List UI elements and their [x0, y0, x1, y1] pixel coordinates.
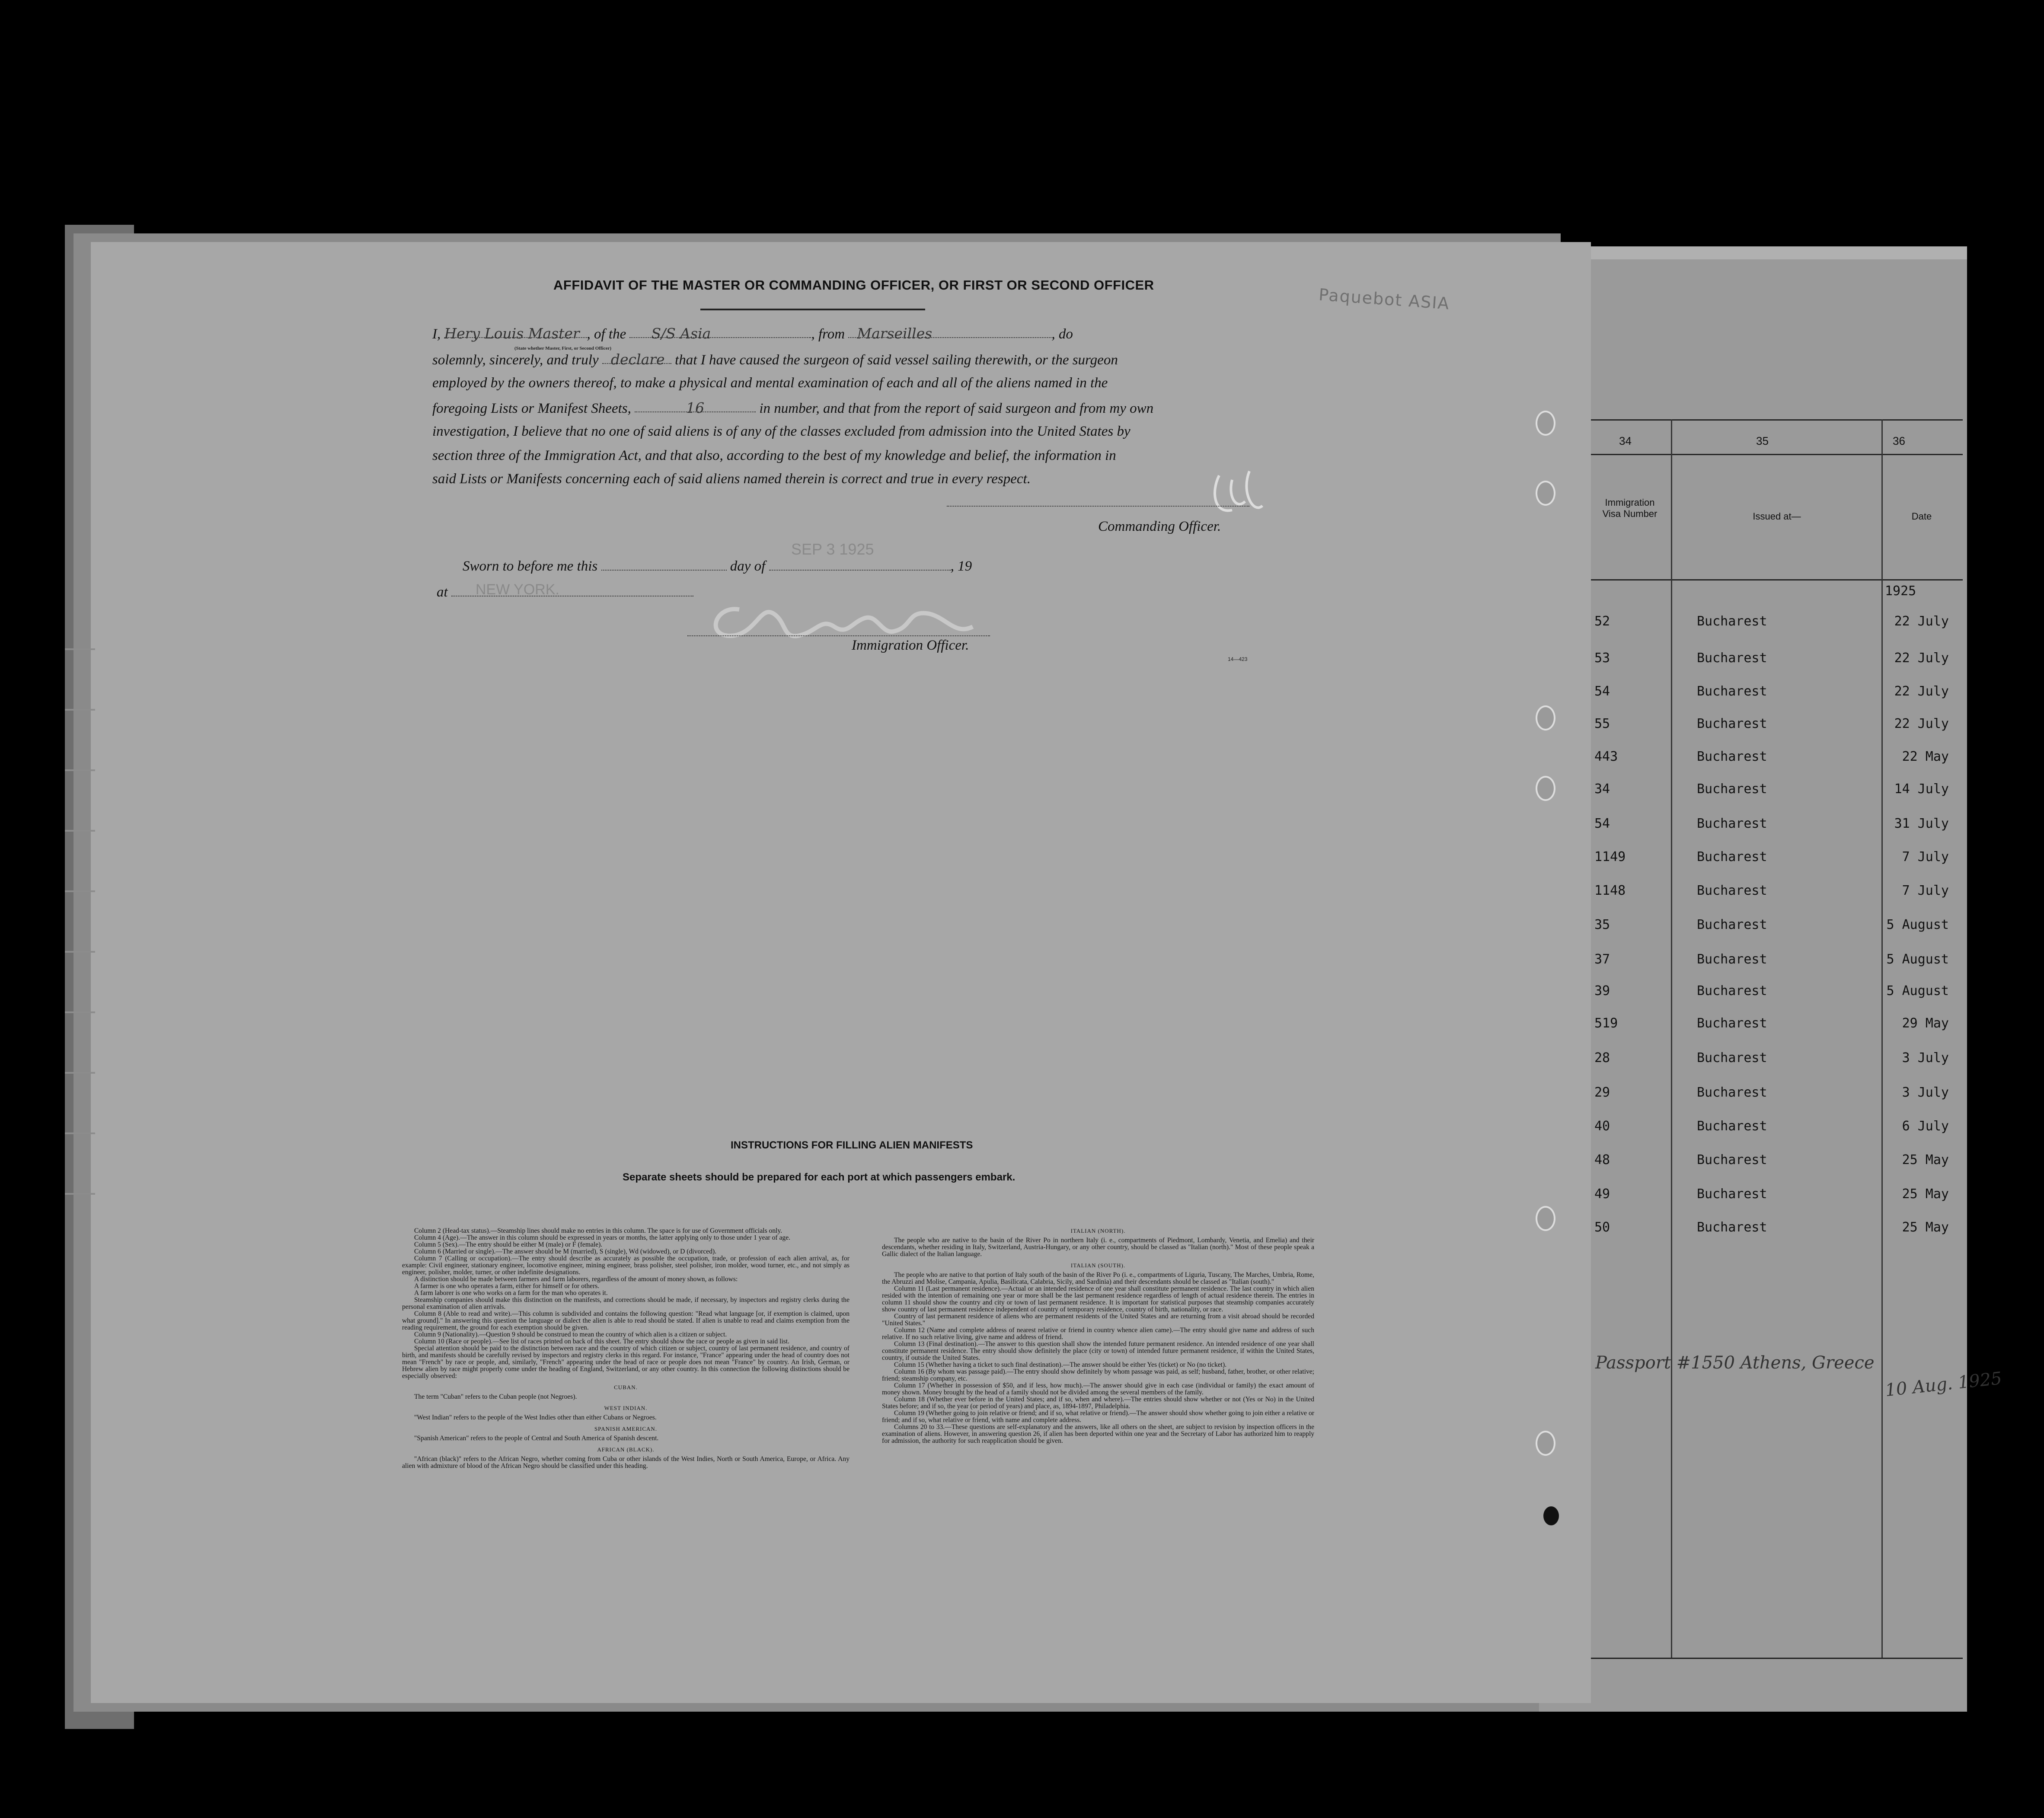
issued-at-cell: Bucharest [1697, 1152, 1767, 1167]
binder-hole [1536, 776, 1555, 801]
date-cell: 25 May [1902, 1186, 1949, 1202]
visa-number-cell: 28 [1594, 1050, 1610, 1065]
issued-at-cell: Bucharest [1697, 983, 1767, 998]
date-cell: 6 July [1902, 1119, 1949, 1134]
year-label: 1925 [1885, 584, 1916, 599]
table-column-divider [1881, 419, 1883, 1658]
instruction-paragraph: Special attention should be paid to the distinction between race and the country of which citizen or subject, country of last permanent residence, and country of birth, and manifests should be carefully revised by inspectors and registry clerks in this regard. For instance, "France" appearing under the head of country does not mean "French" by race or people, and, similarly, "French" appearing under the head of race or people does not mean "France" by country. An Irish, German, or Hebrew alien by race might properly come under the heading of England, Switzerland, or any other country. In this connection the following distinctions should be especially observed: [402, 1345, 850, 1380]
affidavit-line-2 [432, 351, 1118, 368]
form-code: 14—423 [1228, 656, 1248, 662]
instruction-paragraph: Columns 20 to 33.—These questions are self-explanatory and the answers, like all others on the sheet, are subject to revision by inspection officers in the examination of aliens. However, in answering question 26, if alien has been deported within one year and the Secretary of Labor has authorized him to reapply for admission, the authority for such reapplication should be given. [882, 1423, 1314, 1445]
visa-number-cell: 50 [1594, 1220, 1610, 1235]
handwritten-passport-entry: Passport #1550 Athens, Greece [1595, 1353, 1875, 1373]
date-cell: 31 July [1894, 816, 1949, 831]
declare-handwritten: declare [610, 351, 665, 368]
visa-number-cell: 52 [1594, 614, 1610, 629]
title-rule [700, 309, 925, 310]
instructions-left-column [402, 1228, 850, 1474]
port-handwritten: Marseilles [857, 325, 933, 342]
cuban-text: The term "Cuban" refers to the Cuban people (not Negroes). [414, 1393, 577, 1400]
italian-south-heading: ITALIAN (SOUTH). [1070, 1262, 1126, 1269]
issued-at-cell: Bucharest [1697, 1050, 1767, 1065]
issued-at-cell: Bucharest [1697, 1119, 1767, 1134]
ruled-line [65, 890, 95, 892]
instruction-paragraph: Column 2 (Head-tax status).—Steamship lines should make no entries in this column. The space is for use of Government officials only. [414, 1227, 782, 1234]
visa-number-cell: 37 [1594, 952, 1610, 967]
date-cell: 3 July [1902, 1050, 1949, 1065]
african-text: "African (black)" refers to the African Negro, whether coming from Cuba or other islands of the West Indies, North or South America, Europe, or Africa. Any alien with admixture of blood of the African Negro should be classified under this heading. [402, 1455, 850, 1470]
affidavit-line-1 [432, 325, 1073, 342]
date-cell: 5 August [1886, 917, 1949, 932]
binder-hole [1536, 1431, 1555, 1456]
date-cell: 22 July [1894, 684, 1949, 699]
visa-number-cell: 54 [1594, 684, 1610, 699]
text-solemnly: solemnly, sincerely, and truly [432, 352, 599, 368]
immigration-officer-line [687, 635, 990, 636]
date-cell: 5 August [1886, 983, 1949, 998]
ruled-line [65, 830, 95, 832]
instruction-paragraph: Column 13 (Final destination).—The answer to this question shall show the intended future permanent residence. An intended residence of one year shall constitute permanent residence. The entry should show definitely the place (city or town) of intended future permanent residence, if within the United States, country, if outside the United States. [882, 1340, 1314, 1362]
text-i: I, [432, 326, 441, 342]
issued-at-cell: Bucharest [1697, 614, 1767, 629]
cuban-heading: CUBAN. [614, 1384, 638, 1391]
table-column-divider [1671, 419, 1672, 1658]
master-signature [1202, 467, 1271, 527]
affidavit-line-7: said Lists or Manifests concerning each of said aliens named therein is correct and true in every respect. [432, 471, 1031, 487]
instruction-paragraph: Column 12 (Name and complete address of nearest relative or friend in country whence alien came).—The entry should give name and address of such relative. If no such relative living, give name and address of friend. [882, 1327, 1314, 1341]
instructions-title: INSTRUCTIONS FOR FILLING ALIEN MANIFESTS [731, 1139, 973, 1151]
ruled-line [65, 1011, 95, 1013]
issued-at-cell: Bucharest [1697, 651, 1767, 666]
date-cell: 22 July [1894, 614, 1949, 629]
italian-north-text: The people who are native to the basin of the River Po in northern Italy (i. e., compartments of Piedmont, Lombardy, Venetia, and Emelia) and their descendants, whether residing in Italy, Switzerland, Austria-Hungary, or any other country, should be classed as "Italian (north)." Most of these people speak a Gallic dialect of the Italian language. [882, 1237, 1314, 1258]
sheet-count-field [635, 399, 756, 416]
visa-number-cell: 29 [1594, 1085, 1610, 1100]
vessel-field [629, 325, 811, 342]
ruled-line [65, 951, 95, 953]
instruction-paragraph: Column 5 (Sex).—The entry should be either M (male) or F (female). [414, 1241, 603, 1248]
date-cell: 7 July [1902, 849, 1949, 864]
date-stamp: SEP 3 1925 [791, 540, 874, 558]
table-header-rule [1591, 454, 1963, 455]
issued-at-cell: Bucharest [1697, 684, 1767, 699]
paquebot-stamp: Paquebot ASIA [1318, 285, 1450, 313]
affidavit-line-3: employed by the owners thereof, to make a physical and mental examination of each and all of the aliens named in the [432, 375, 1108, 391]
visa-number-cell: 35 [1594, 917, 1610, 932]
binder-hole [1536, 481, 1555, 506]
visa-number-cell: 40 [1594, 1119, 1610, 1134]
officer-label: Commanding Officer. [1098, 519, 1221, 534]
text-day-of: day of [730, 558, 766, 574]
text-sworn: Sworn to before me this [463, 558, 598, 574]
ruled-line [65, 769, 95, 771]
west-indian-heading: WEST INDIAN. [604, 1405, 648, 1411]
date-cell: 29 May [1902, 1016, 1949, 1031]
column-number: 35 [1756, 434, 1769, 447]
italian-south-text: The people who are native to that portion of Italy south of the basin of the River Po (i. e., compartments of Liguria, Tuscany, The Marches, Umbria, Rome, the Abruzzi and Molise, Campania, Apulia, Basilicata, Calabria, Sicily, and Sardinia) and their descendants should be classed as "Italian (south)." [882, 1271, 1314, 1285]
table-bottom-rule [1591, 1658, 1963, 1659]
instruction-paragraph: A distinction should be made between farmers and farm laborers, regardless of the amount of money shown, as follows: [414, 1276, 738, 1283]
sheet-count-handwritten: 16 [686, 399, 705, 416]
sworn-line [463, 558, 972, 574]
port-field [848, 325, 1051, 342]
sworn-month-field [769, 558, 951, 571]
column-header-visa: Immigration Visa Number [1602, 497, 1658, 519]
date-cell: 22 July [1894, 651, 1949, 666]
instruction-paragraph: Column 7 (Calling or occupation).—The entry should describe as accurately as possible the occupation, trade, or profession of each alien arrival, as, for example: Civil engineer, stationary engineer, locomotive engineer, mining engineer, brass polisher, steel polisher, iron molder, wood turner, etc., and not simply as engineer, polisher, molder, turner, or other indefinite designations. [402, 1255, 850, 1276]
instruction-paragraph: Column 6 (Married or single).—The answer should be M (married), S (single), Wd (widowed), or D (divorced). [414, 1248, 717, 1255]
spanish-american-heading: SPANISH AMERICAN. [594, 1426, 658, 1432]
instruction-paragraph: Column 4 (Age).—The answer in this column should be expressed in years or months, the latter applying only to those under 1 year of age. [414, 1234, 791, 1241]
instruction-paragraph: Column 9 (Nationality).—Question 9 should be construed to mean the country of which alien is a citizen or subject. [414, 1331, 727, 1338]
text-do: , do [1051, 326, 1073, 342]
visa-number-cell: 49 [1594, 1186, 1610, 1202]
table-top-rule [1591, 419, 1963, 421]
declare-field [602, 351, 671, 368]
instruction-paragraph: Column 19 (Whether going to join relative or friend; and if so, what relative or friend).—The answer should show whether going to join either a relative or friend; and if so, what relative or friend, with name and complete address. [882, 1410, 1314, 1424]
date-cell: 22 July [1894, 716, 1949, 731]
instruction-paragraph: Country of last permanent residence of aliens who are permanent residents of the United States and are returning from a visit abroad should be recorded "United States." [882, 1313, 1314, 1327]
visa-number-cell: 48 [1594, 1152, 1610, 1167]
date-cell: 25 May [1902, 1220, 1949, 1235]
text-surgeon: that I have caused the surgeon of said vessel sailing therewith, or the surgeon [675, 352, 1118, 368]
handwritten-date-entry: 10 Aug. 1925 [1884, 1368, 2003, 1401]
instruction-paragraph: Column 18 (Whether ever before in the United States; and if so, when and where).—The entries should show whether or not (Yes or No) in the United States before; and if so, the year (or period of years) and place, as, 1894-1897, Philadelphia. [882, 1396, 1314, 1410]
african-heading: AFRICAN (BLACK). [597, 1446, 655, 1453]
issued-at-cell: Bucharest [1697, 1016, 1767, 1031]
issued-at-cell: Bucharest [1697, 749, 1767, 764]
date-cell: 22 May [1902, 749, 1949, 764]
date-cell: 25 May [1902, 1152, 1949, 1167]
issued-at-cell: Bucharest [1697, 816, 1767, 831]
visa-number-cell: 34 [1594, 781, 1610, 797]
issued-at-cell: Bucharest [1697, 1186, 1767, 1202]
instructions-right-column [882, 1228, 1314, 1445]
master-name-field [444, 325, 587, 342]
issued-at-cell: Bucharest [1697, 917, 1767, 932]
instruction-paragraph: Column 10 (Race or people).—See list of races printed on back of this sheet. The entry should show the race or people as given in said list. [414, 1338, 789, 1345]
text-in-number: in number, and that from the report of said surgeon and from my own [759, 401, 1154, 416]
text-of-the: , of the [587, 326, 626, 342]
column-header-issued: Issued at— [1753, 511, 1801, 522]
affidavit-line-4 [432, 399, 1153, 417]
italian-north-heading: ITALIAN (NORTH). [1070, 1228, 1126, 1234]
instruction-paragraph: Steamship companies should make this distinction on the manifests, and corrections should be made, if necessary, by inspectors and registry clerks during the personal examination of alien arrivals. [402, 1296, 850, 1311]
ruled-line [65, 1072, 95, 1074]
date-cell: 14 July [1894, 781, 1949, 797]
sworn-day-field [601, 558, 727, 571]
spanish-american-text: "Spanish American" refers to the people of Central and South America of Spanish descent. [414, 1435, 659, 1442]
text-at: at [437, 584, 448, 600]
issued-at-cell: Bucharest [1697, 952, 1767, 967]
affidavit-title: AFFIDAVIT OF THE MASTER OR COMMANDING OFFICER, OR FIRST OR SECOND OFFICER [553, 277, 1154, 293]
officer-rank-note: (State whether Master, First, or Second Officer) [514, 346, 612, 351]
visa-number-cell: 519 [1594, 1016, 1618, 1031]
text-nineteen: , 19 [950, 558, 972, 574]
issued-at-cell: Bucharest [1697, 1085, 1767, 1100]
issued-at-cell: Bucharest [1697, 716, 1767, 731]
date-cell: 7 July [1902, 883, 1949, 898]
issued-at-cell: Bucharest [1697, 1220, 1767, 1235]
text-foregoing: foregoing Lists or Manifest Sheets, [432, 401, 631, 416]
affidavit-line-6: section three of the Immigration Act, and that also, according to the best of my knowledge and belief, the information in [432, 448, 1116, 463]
column-number: 34 [1619, 434, 1632, 447]
date-cell: 3 July [1902, 1085, 1949, 1100]
binder-hole [1536, 705, 1555, 730]
issued-at-cell: Bucharest [1697, 883, 1767, 898]
visa-number-cell: 1148 [1594, 883, 1626, 898]
officer-signature-line [947, 506, 1249, 507]
manifest-sheet-edge [1539, 246, 1967, 259]
issued-at-cell: Bucharest [1697, 781, 1767, 797]
ruled-line [65, 1193, 95, 1195]
column-header-date: Date [1911, 511, 1932, 522]
instruction-paragraph: Column 8 (Able to read and write).—This column is subdivided and contains the following question: "Read what language [or, if exemption is claimed, upon what ground]." In answering this question the language or dialect the alien is able to read should be stated. If alien is unable to read and claims exemption from the reading requirement, the ground for each exemption should be given. [402, 1310, 850, 1331]
instruction-paragraph: Column 15 (Whether having a ticket to such final destination).—The answer should be either Yes (ticket) or No (no ticket). [894, 1361, 1227, 1368]
instruction-paragraph: A farmer is one who operates a farm, either for himself or for others. [414, 1282, 600, 1290]
instruction-paragraph: Column 11 (Last permanent residence).—Actual or an intended residence of one year shall constitute permanent residence. The last country in which alien resided with the intention of remaining one year or more shall be the last permanent residence regardless of length of actual residence therein. The entries in column 11 should show the country and city or town of last permanent residence. It is important for statistical purposes that steamship companies accurately show country of last permanent residence independent of country of temporary residence, country of birth, nationality, or race. [882, 1285, 1314, 1313]
instruction-paragraph: A farm laborer is one who works on a farm for the man who operates it. [414, 1289, 608, 1297]
date-cell: 5 August [1886, 952, 1949, 967]
visa-number-cell: 55 [1594, 716, 1610, 731]
vessel-handwritten: S/S Asia [651, 325, 711, 342]
visa-number-cell: 39 [1594, 983, 1610, 998]
text-from: , from [811, 326, 845, 342]
affidavit-line-5: investigation, I believe that no one of said aliens is of any of the classes excluded from admission into the United States by [432, 424, 1131, 439]
manifest-sheet [1539, 246, 1967, 1712]
visa-number-cell: 53 [1594, 651, 1610, 666]
visa-number-cell: 443 [1594, 749, 1618, 764]
visa-number-cell: 54 [1594, 816, 1610, 831]
master-name-handwritten: Hery Louis Master [444, 325, 580, 342]
binder-hole [1536, 1206, 1555, 1231]
place-stamp: NEW YORK. [476, 581, 559, 598]
instructions-subtitle: Separate sheets should be prepared for each port at which passengers embark. [623, 1171, 1016, 1183]
visa-number-cell: 1149 [1594, 849, 1626, 864]
instruction-paragraph: Column 17 (Whether in possession of $50, and if less, how much).—The answer should give in each case (individual or family) the exact amount of money shown. Money brought by the head of a family should not be divided among the several members of the family. [882, 1382, 1314, 1396]
binder-hole-punched [1543, 1506, 1559, 1525]
ruled-line [65, 648, 95, 650]
instruction-paragraph: Column 16 (By whom was passage paid).—The entry should show definitely by whom passage was paid, as self; husband, father, brother, or other relative; friend; steamship company, etc. [882, 1368, 1314, 1382]
column-number: 36 [1893, 434, 1905, 447]
immigration-officer-label: Immigration Officer. [852, 638, 969, 653]
ruled-line [65, 1132, 95, 1134]
issued-at-cell: Bucharest [1697, 849, 1767, 864]
west-indian-text: "West Indian" refers to the people of the West Indies other than either Cubans or Negroes. [414, 1414, 657, 1421]
binder-hole [1536, 411, 1555, 436]
ruled-line [65, 709, 95, 711]
table-header-rule [1591, 579, 1963, 580]
